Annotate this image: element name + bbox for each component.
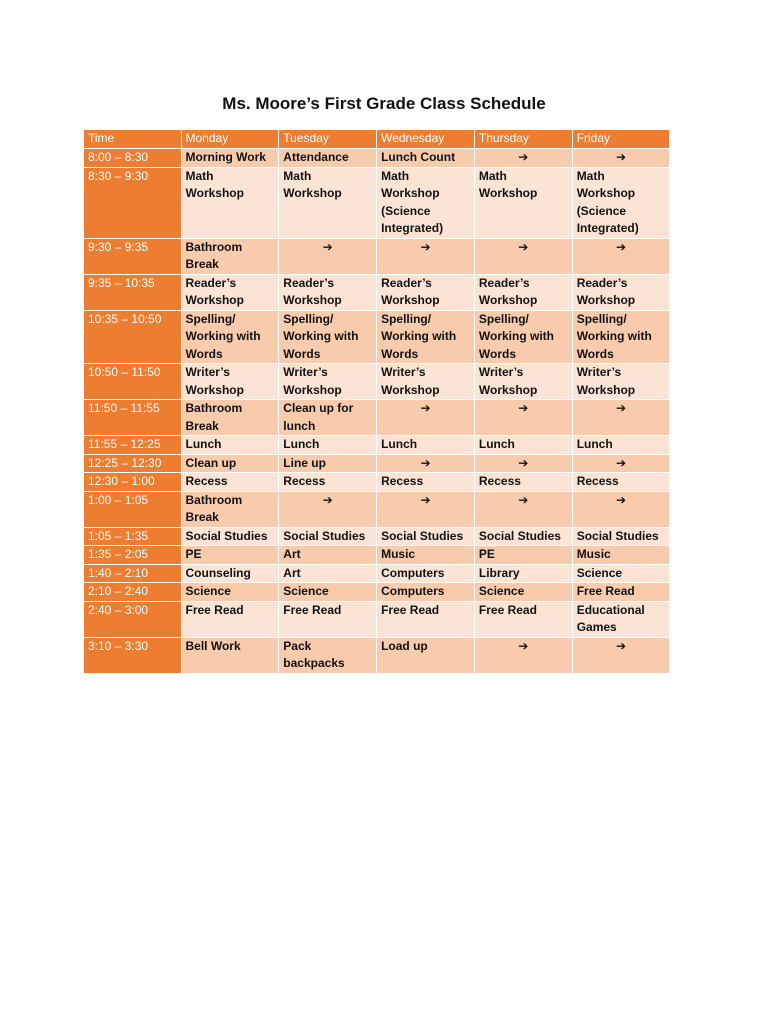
cell-friday: Recess [572,473,670,492]
arrow-right-icon: ➔ [616,401,627,415]
cell-tuesday: Art [279,546,377,565]
arrow-right-icon: ➔ [420,492,431,507]
table-row [84,546,670,565]
cell-monday: Recess [181,473,279,492]
cell-friday: Reader’s Workshop [572,274,670,310]
cell-friday [572,637,670,673]
cell-friday [572,149,670,168]
cell-monday: Bathroom Break [181,400,279,436]
cell-tuesday: Lunch [279,436,377,455]
time-cell: 2:10 – 2:40 [84,583,181,602]
table-row [84,436,670,455]
time-cell: 10:35 – 10:50 [84,310,181,364]
cell-thursday [474,238,572,274]
cell-friday: Social Studies [572,527,670,546]
time-cell: 10:50 – 11:50 [84,364,181,400]
arrow-right-icon: ➔ [420,401,431,415]
cell-wednesday: Computers [377,564,475,583]
time-cell: 12:30 – 1:00 [84,473,181,492]
cell-wednesday [377,454,475,473]
cell-friday [572,238,670,274]
cell-tuesday: Reader’s Workshop [279,274,377,310]
header-row [84,130,670,149]
cell-tuesday: Pack backpacks [279,637,377,673]
cell-friday: Music [572,546,670,565]
cell-monday: Social Studies [181,527,279,546]
cell-thursday: Social Studies [474,527,572,546]
cell-wednesday: Load up [377,637,475,673]
table-row [84,473,670,492]
cell-tuesday: Line up [279,454,377,473]
cell-wednesday: Math Workshop (Science Integrated) [377,167,475,238]
cell-friday: Educational Games [572,601,670,637]
arrow-right-icon: ➔ [616,150,627,164]
table-row [84,364,670,400]
cell-tuesday: Recess [279,473,377,492]
cell-friday: Science [572,564,670,583]
cell-tuesday: Writer’s Workshop [279,364,377,400]
cell-tuesday: Social Studies [279,527,377,546]
cell-monday: Free Read [181,601,279,637]
cell-wednesday: Music [377,546,475,565]
cell-tuesday: Spelling/ Working with Words [279,310,377,364]
cell-monday: Math Workshop [181,167,279,238]
column-header-monday: Monday [181,130,279,149]
schedule-table [84,130,670,674]
time-cell: 2:40 – 3:00 [84,601,181,637]
column-header-time: Time [84,130,181,149]
time-cell: 9:35 – 10:35 [84,274,181,310]
column-header-friday: Friday [572,130,670,149]
arrow-right-icon: ➔ [420,239,431,254]
time-cell: 1:35 – 2:05 [84,546,181,565]
cell-monday: Bathroom Break [181,238,279,274]
cell-friday: Lunch [572,436,670,455]
time-cell: 3:10 – 3:30 [84,637,181,673]
cell-wednesday: Lunch [377,436,475,455]
time-cell: 11:50 – 11:55 [84,400,181,436]
column-header-wednesday: Wednesday [377,130,475,149]
cell-wednesday: Recess [377,473,475,492]
cell-wednesday [377,400,475,436]
arrow-right-icon: ➔ [518,150,529,164]
cell-friday: Writer’s Workshop [572,364,670,400]
cell-monday: Morning Work [181,149,279,168]
column-header-tuesday: Tuesday [279,130,377,149]
cell-friday: Math Workshop (Science Integrated) [572,167,670,238]
arrow-right-icon: ➔ [518,401,529,415]
schedule-body [84,149,670,674]
cell-thursday: Free Read [474,601,572,637]
cell-tuesday: Free Read [279,601,377,637]
column-header-thursday: Thursday [474,130,572,149]
cell-friday [572,454,670,473]
cell-thursday [474,491,572,527]
cell-monday: PE [181,546,279,565]
table-row [84,491,670,527]
cell-tuesday: Science [279,583,377,602]
table-row [84,564,670,583]
arrow-right-icon: ➔ [420,455,431,470]
cell-wednesday: Writer’s Workshop [377,364,475,400]
cell-thursday [474,400,572,436]
table-row [84,454,670,473]
cell-friday [572,400,670,436]
cell-monday: Writer’s Workshop [181,364,279,400]
table-row [84,583,670,602]
table-row [84,310,670,364]
table-row [84,601,670,637]
time-cell: 1:05 – 1:35 [84,527,181,546]
cell-thursday: Spelling/ Working with Words [474,310,572,364]
cell-wednesday: Lunch Count [377,149,475,168]
arrow-right-icon: ➔ [518,239,529,254]
time-cell: 1:40 – 2:10 [84,564,181,583]
cell-tuesday: Clean up for lunch [279,400,377,436]
cell-monday: Clean up [181,454,279,473]
cell-monday: Science [181,583,279,602]
arrow-right-icon: ➔ [322,492,333,507]
cell-thursday: Science [474,583,572,602]
cell-friday: Spelling/ Working with Words [572,310,670,364]
cell-tuesday: Math Workshop [279,167,377,238]
cell-thursday: Reader’s Workshop [474,274,572,310]
cell-thursday [474,637,572,673]
cell-friday [572,491,670,527]
cell-monday: Lunch [181,436,279,455]
cell-wednesday: Computers [377,583,475,602]
arrow-right-icon: ➔ [616,455,627,470]
cell-tuesday: Art [279,564,377,583]
cell-thursday: Lunch [474,436,572,455]
time-cell: 11:55 – 12:25 [84,436,181,455]
time-cell: 12:25 – 12:30 [84,454,181,473]
table-row [84,274,670,310]
cell-wednesday: Spelling/ Working with Words [377,310,475,364]
time-cell: 8:00 – 8:30 [84,149,181,168]
cell-monday: Spelling/ Working with Words [181,310,279,364]
cell-tuesday [279,491,377,527]
cell-thursday [474,454,572,473]
cell-wednesday: Social Studies [377,527,475,546]
cell-monday: Counseling [181,564,279,583]
cell-monday: Reader’s Workshop [181,274,279,310]
cell-thursday [474,149,572,168]
time-cell: 9:30 – 9:35 [84,238,181,274]
arrow-right-icon: ➔ [518,638,529,653]
table-row [84,238,670,274]
table-row [84,527,670,546]
time-cell: 1:00 – 1:05 [84,491,181,527]
cell-friday: Free Read [572,583,670,602]
table-row [84,167,670,238]
table-row [84,400,670,436]
cell-monday: Bell Work [181,637,279,673]
arrow-right-icon: ➔ [616,492,627,507]
time-cell: 8:30 – 9:30 [84,167,181,238]
cell-tuesday [279,238,377,274]
cell-thursday: Recess [474,473,572,492]
cell-wednesday: Free Read [377,601,475,637]
cell-thursday: Library [474,564,572,583]
arrow-right-icon: ➔ [518,455,529,470]
cell-monday: Bathroom Break [181,491,279,527]
cell-thursday: Math Workshop [474,167,572,238]
arrow-right-icon: ➔ [616,638,627,653]
cell-wednesday: Reader’s Workshop [377,274,475,310]
page-title: Ms. Moore’s First Grade Class Schedule [222,94,546,113]
table-row [84,637,670,673]
cell-wednesday [377,238,475,274]
arrow-right-icon: ➔ [518,492,529,507]
arrow-right-icon: ➔ [322,239,333,254]
arrow-right-icon: ➔ [616,239,627,254]
cell-thursday: Writer’s Workshop [474,364,572,400]
table-row [84,149,670,168]
cell-thursday: PE [474,546,572,565]
cell-tuesday: Attendance [279,149,377,168]
cell-wednesday [377,491,475,527]
